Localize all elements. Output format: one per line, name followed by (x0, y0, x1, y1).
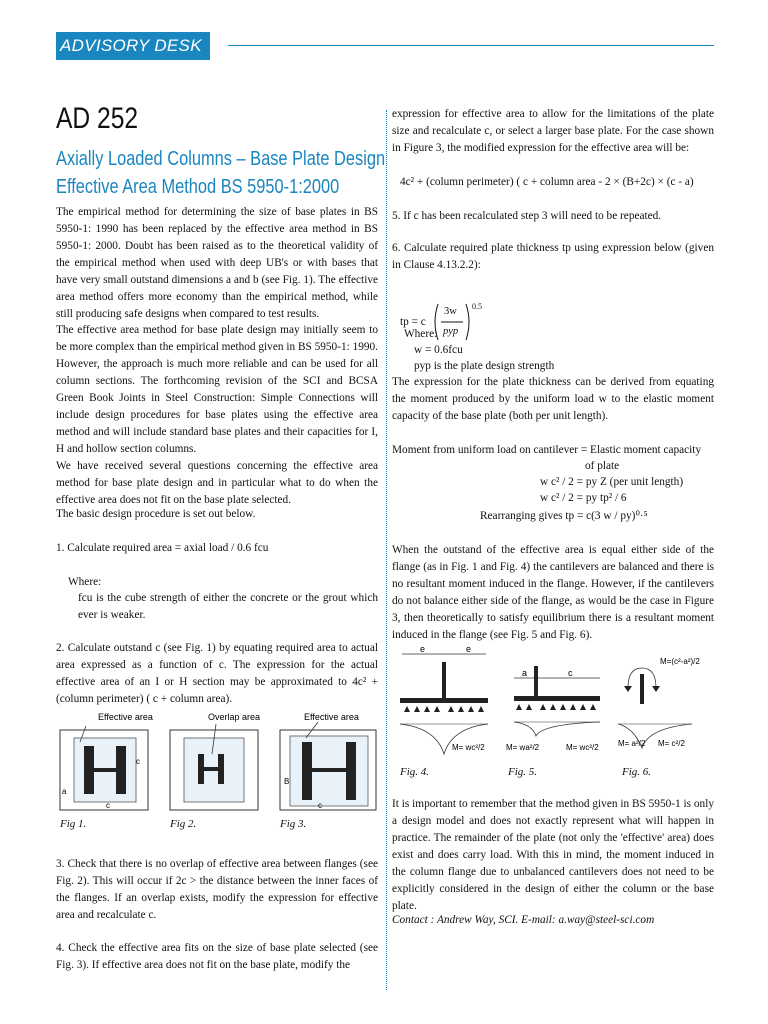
equation-2: w c² / 2 = py tp² / 6 (540, 492, 627, 504)
intro-paragraph-2: The effective area method for base plate design may initially seem to be more complex than the empirical method given in BS 5950-1: 1990. However, the approach is much more reliable and can be used for all column sections. The forthcoming revision of the SCI and BCSA Green Book Joints in Steel Construction: Simple Connections will include design procedures for base plates using the effective area method and will include standard base plates and their capacities for I, H and hollow section columns. (56, 324, 378, 455)
column-divider (386, 110, 387, 990)
step-6: 6. Calculate required plate thickness tp using expression below (given in Clause 4.13.2.2): (392, 242, 714, 271)
intro-paragraph-1: The empirical method for determining the size of base plates in BS 5950-1: 1990 has been replaced by the effective area method in BS 5950-1: 2000. Doubt has been raised as to the theoretical validity of the empirical method when used with deep UB's or with bases that have very small outstand dimensions a and b (see Fig. 1). The effective area method offers more economy than the empirical method, while still producing safe designs when compared to test results. (56, 206, 378, 320)
pyp-definition: pyp is the plate design strength (414, 360, 555, 372)
fig-6-diagram (618, 668, 692, 748)
fig-4-e-right: e (466, 644, 472, 654)
fig-5-caption: Fig. 5. (508, 766, 538, 778)
intro-paragraph-3: We have received several questions concerning the effective area method for base plate design and in particular what to do when the effective area does not fit on the base plate selected. (56, 460, 378, 506)
fig-2-caption: Fig 2. (170, 818, 197, 830)
svg-text:c: c (106, 801, 110, 810)
fig-2-diagram (170, 724, 258, 810)
section-banner (56, 32, 210, 60)
contact-line: Contact : Andrew Way, SCI. E-mail: a.way@steel-sci.com (392, 914, 655, 926)
document-title-line2: Effective Area Method BS 5950-1:2000 (56, 176, 340, 198)
svg-text:a: a (62, 787, 67, 796)
fig-1-caption: Fig 1. (60, 818, 87, 830)
equation-1: w c² / 2 = py Z (per unit length) (540, 476, 684, 488)
w-definition: w = 0.6fcu (414, 344, 463, 356)
fig-1-label: Effective area (98, 712, 153, 722)
tp-formula-exponent: 0.5 (472, 302, 482, 311)
tp-formula-lhs: tp = c (400, 316, 426, 328)
svg-text:B: B (284, 777, 290, 786)
moment-line-1: Moment from uniform load on cantilever = Elastic moment capacity (392, 444, 702, 456)
step-3: 3. Check that there is no overlap of effective area between flanges (see Fig. 2). This will occur if 2c > the distance between the inner faces of the flanges. If an overlap exists, modify the expression for effective area and recalculate c. (56, 858, 378, 921)
fig-6-caption: Fig. 6. (622, 766, 652, 778)
fig-6-moment-2: M= c²/2 (658, 739, 685, 748)
fig-3-diagram (280, 722, 376, 810)
where-label-2: Where: (404, 328, 438, 340)
fig-5-moment-1: M= wa²/2 (506, 743, 540, 752)
equation-3: Rearranging gives tp = c(3 w / py)⁰·⁵ (480, 510, 648, 522)
fig-4-diagram (400, 654, 488, 754)
fig-5-c: c (568, 668, 573, 678)
fig-4-e-left: e (420, 644, 426, 654)
closing-paragraph: It is important to remember that the method given in BS 5950-1 is only a design model and does not exactly represent what will happen in practice. The remainder of the plate (not only the 'effective' area) does exist and does carry load. With this in mind, the moment induced in the column flange due to unbalanced cantilevers does not need to be explicitly considered in the design of either the column or the base plate. (392, 798, 714, 912)
fig-1-diagram (60, 726, 148, 810)
step-4: 4. Check the effective area fits on the size of base plate selected (see Fig. 3). If effective area does not fit on the base plate, modify the (56, 942, 378, 971)
derivation-paragraph: The expression for the plate thickness can be derived from equating the moment produced by the uniform load w to the elastic moment capacity of the base plate (both per unit length). (392, 376, 714, 422)
fig-6-moment-1: M= a²/2 (618, 739, 646, 748)
figures-1-3 (56, 708, 384, 818)
modified-expression: 4c² + (column perimeter) ( c + column area - 2 × (B+2c) × (c - a) (400, 176, 694, 188)
tp-formula-numerator: 3w (444, 306, 457, 317)
fig-4-moment: M= wc²/2 (452, 743, 485, 752)
figures-4-6 (396, 644, 716, 766)
fig-2-label: Overlap area (208, 712, 261, 722)
intro-paragraph-4: The basic design procedure is set out below. (56, 508, 256, 520)
step-2: 2. Calculate outstand c (see Fig. 1) by equating required area to actual area expressed as a function of c. The expression for the actual effective area of an I or H section may be approximated to 4c² + (column perimeter) ( c + column area). (56, 642, 378, 705)
svg-text:c: c (136, 757, 140, 766)
fig-6-moment-top: M=(c²-a²)/2 (660, 657, 700, 666)
fig-5-moment-2: M= wc²/2 (566, 743, 599, 752)
document-title-line1: Axially Loaded Columns – Base Plate Design (56, 148, 386, 170)
outstand-paragraph: When the outstand of the effective area is equal either side of the flange (as in Fig. 1 and Fig. 4) the cantilevers are balanced and there is no resultant moment induced in the flange. However, if the cantilevers do not balance either side of the flange, as would be the case in Figure 3, then theoretically to satisfy equilibrium there is a resultant moment induced in the flange (see Fig. 5 and Fig. 6). (392, 544, 714, 641)
svg-text:c: c (318, 801, 322, 810)
step-4-continued: expression for effective area to allow for the limitations of the plate size and recalculate c, or select a larger base plate. For the case shown in Figure 3, the modified expression for the effective area will be: (392, 108, 714, 154)
tp-formula-denominator: pyp (443, 326, 459, 337)
moment-line-2: of plate (585, 460, 620, 472)
fcu-definition: fcu is the cube strength of either the concrete or the grout which ever is weaker. (78, 592, 378, 621)
header-rule (228, 45, 714, 46)
document-id: AD 252 (56, 102, 139, 135)
where-label-1: Where: (68, 576, 102, 588)
section-title: ADVISORY DESK (60, 36, 202, 55)
fig-4-caption: Fig. 4. (400, 766, 430, 778)
fig-3-label: Effective area (304, 712, 359, 722)
fig-3-caption: Fig 3. (280, 818, 307, 830)
step-5: 5. If c has been recalculated step 3 will need to be repeated. (392, 210, 662, 222)
fig-5-a: a (522, 668, 528, 678)
step-1: 1. Calculate required area = axial load / 0.6 fcu (56, 542, 269, 554)
